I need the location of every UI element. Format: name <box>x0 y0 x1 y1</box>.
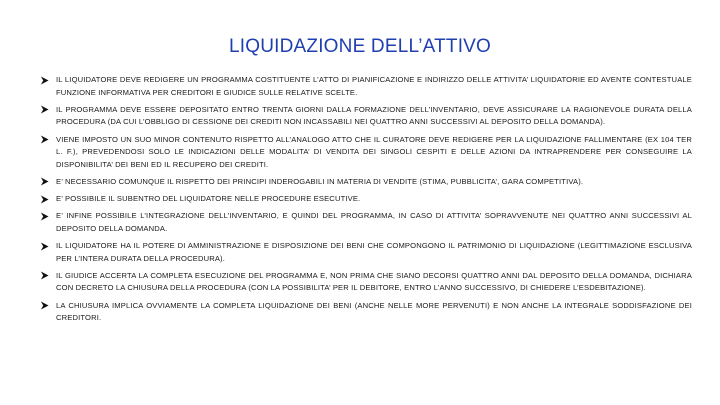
bullet-item <box>40 210 692 235</box>
arrowhead-bullet-icon <box>40 195 49 204</box>
bullet-item <box>40 300 692 325</box>
arrowhead-bullet-icon <box>40 242 49 251</box>
bullet-text: LA CHIUSURA IMPLICA OVVIAMENTE LA COMPLETA LIQUIDAZIONE DEI BENI (ANCHE NELLE MORE PERVENUTI) E NON ANCHE LA INTEGRALE SODDISFAZIONE DEI CREDITORI. <box>56 300 692 323</box>
bullet-item <box>40 104 692 129</box>
arrowhead-bullet-icon <box>40 105 49 114</box>
bullet-text: E’ INFINE POSSIBILE L’INTEGRAZIONE DELL’INVENTARIO, E QUINDI DEL PROGRAMMA, IN CASO DI ATTIVITA’ SOPRAVVENUTE NEI QUATTRO ANNI SUCCESSIVI AL DEPOSITO DELLA DOMANDA. <box>56 211 692 233</box>
bullet-item <box>40 193 692 206</box>
bullet-text: IL GIUDICE ACCERTA LA COMPLETA ESECUZIONE DEL PROGRAMMA E, NON PRIMA CHE SIANO DECORSI QUATTRO ANNI DAL DEPOSITO DELLA DOMANDA, DICHIARA CON DECRETO LA CHIUSURA DELLA PROCEDURA (CON LA POSSIBILITA’ PER IL DEBITORE, ENTRO L’ANNO SUCCESSIVO, DI CHIEDERE L’ESDEBITAZIONE). <box>56 270 692 293</box>
bullet-text: IL LIQUIDATORE HA IL POTERE DI AMMINISTRAZIONE E DISPOSIZIONE DEI BENI CHE COMPONGONO IL PATRIMONIO DI LIQUIDAZIONE (LEGITTIMAZIONE ESCLUSIVA PER L’INTERA DURATA DELLA PROCEDURA). <box>56 241 692 263</box>
arrowhead-bullet-icon <box>40 301 49 310</box>
arrowhead-bullet-icon <box>40 135 49 144</box>
bullet-text: VIENE IMPOSTO UN SUO MINOR CONTENUTO RISPETTO ALL’ANALOGO ATTO CHE IL CURATORE DEVE REDIGERE PER LA LIQUIDAZIONE FALLIMENTARE (EX 104 TER L. F.), PREVEDENDOSI SOLO LE INDICAZIONI DELLE MODALITA’ DI VENDITA DEI SINGOLI CESPITI E DELLE AZIONI DA INTRAPRENDERE PER CONSEGUIRE LA DISPONIBILITA’ DEI BENI ED IL RECUPERO DEI CREDITI. <box>56 134 692 169</box>
arrowhead-bullet-icon <box>40 177 49 186</box>
bullet-text: IL LIQUIDATORE DEVE REDIGERE UN PROGRAMMA COSTITUENTE L’ATTO DI PIANIFICAZIONE E INDIRIZZO DELLE ATTIVITA’ LIQUIDATORIE ED AVENTE CONTESTUALE FUNZIONE INFORMATIVA PER CREDITORI E GIUDICE SULLE RELATIVE SCELTE. <box>56 75 692 97</box>
bullet-item <box>40 176 692 189</box>
bullet-item <box>40 134 692 172</box>
arrowhead-bullet-icon <box>40 76 49 85</box>
slide-title: LIQUIDAZIONE DELL’ATTIVO <box>228 36 492 57</box>
bullet-item <box>40 74 692 99</box>
arrowhead-bullet-icon <box>40 271 49 280</box>
bullet-text: E’ POSSIBILE IL SUBENTRO DEL LIQUIDATORE NELLE PROCEDURE ESECUTIVE. <box>56 194 361 204</box>
bullet-item <box>40 270 692 295</box>
bullet-text: E’ NECESSARIO COMUNQUE IL RISPETTO DEI PRINCIPI INDEROGABILI IN MATERIA DI VENDITE (STIMA, PUBBLICITA’, GARA COMPETITIVA). <box>56 176 584 186</box>
arrowhead-bullet-icon <box>40 212 49 221</box>
bullet-item <box>40 240 692 265</box>
bullet-list <box>40 74 692 329</box>
bullet-text: IL PROGRAMMA DEVE ESSERE DEPOSITATO ENTRO TRENTA GIORNI DALLA FORMAZIONE DELL’INVENTARIO, DEVE ASSICURARE LA RAGIONEVOLE DURATA DELLA PROCEDURA (DA CUI L’OBBLIGO DI CESSIONE DEI CREDITI NON INCASSABILI NEI QUATTRO ANNI SUCCESSIVI AL DEPOSITO DELLA DOMANDA). <box>56 104 692 127</box>
